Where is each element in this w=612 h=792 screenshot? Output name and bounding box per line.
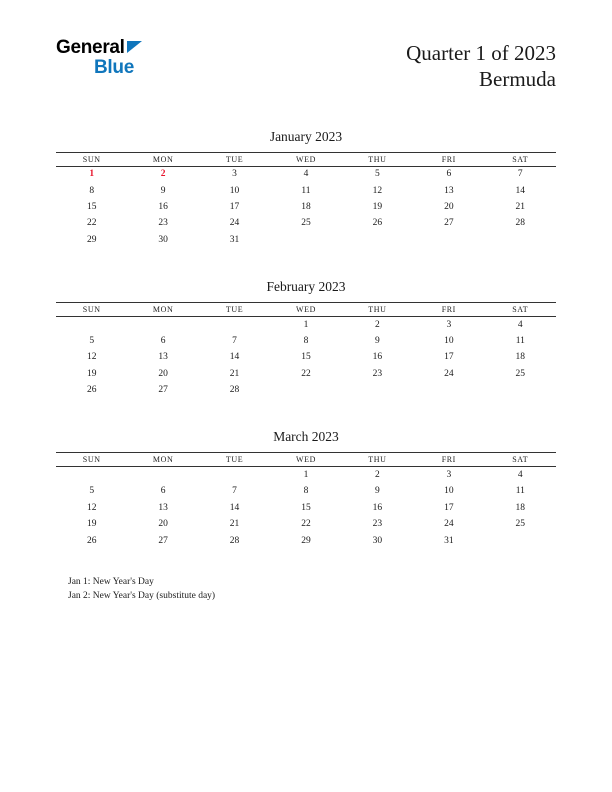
day-cell: 9 [375,486,380,497]
weekday-header: FRI [441,304,456,314]
day-cell: 15 [86,201,97,212]
day-cell: 22 [301,519,311,530]
day-cell: 3 [232,169,237,180]
empty-day-cell [342,232,413,248]
empty-day-cell [485,382,556,398]
day-cell: 12 [372,185,383,196]
day-cell: 11 [515,486,525,497]
weekday-header: THU [368,304,387,314]
day-cell: 19 [86,519,97,530]
document-title [406,40,556,93]
day-cell: 5 [89,336,95,347]
week-row [56,232,556,248]
month-january [56,129,556,248]
empty-day-cell [270,232,341,248]
day-cell: 7 [232,486,237,497]
empty-day-cell [342,382,413,398]
weekday-header-row [56,152,556,166]
week-row [56,349,556,365]
day-cell: 15 [301,352,311,363]
day-cell: 13 [444,185,454,196]
title-quarter: Quarter 1 of 2023 [406,41,556,65]
day-cell: 18 [301,201,311,212]
day-cell: 14 [229,502,240,513]
page-header [56,38,556,93]
weekday-header: SAT [512,455,529,465]
week-row [56,166,556,182]
day-cell: 28 [229,535,240,546]
month-title: February 2023 [266,278,346,294]
day-cell: 10 [444,336,454,347]
weekday-header: MON [152,455,174,465]
day-cell: 2 [160,169,166,180]
day-cell: 12 [86,352,97,363]
month-table-march [56,452,556,548]
title-region: Bermuda [479,67,556,92]
day-cell: 29 [301,535,311,546]
day-cell: 20 [158,519,168,530]
logo-top-row [56,38,142,57]
day-cell: 17 [229,201,240,212]
empty-day-cell [413,232,484,248]
day-cell: 8 [303,336,309,347]
day-cell: 20 [444,201,454,212]
day-cell: 5 [89,486,95,497]
weekday-header-row [56,453,556,467]
empty-day-cell [56,467,127,483]
weekday-header: TUE [225,455,244,465]
months-section [56,129,556,549]
week-row [56,215,556,231]
empty-day-cell [485,232,556,248]
day-cell: 21 [229,519,240,530]
day-cell: 4 [303,169,309,180]
day-cell: 10 [444,486,454,497]
month-february [56,279,556,398]
empty-day-cell [127,467,198,483]
day-cell: 11 [301,185,311,196]
weekday-header: SAT [512,304,529,314]
day-cell: 17 [444,502,454,513]
day-cell: 3 [446,319,452,330]
day-cell: 24 [444,519,454,530]
empty-day-cell [270,382,341,398]
day-cell: 10 [229,185,240,196]
weekday-header: THU [368,455,387,465]
day-cell: 25 [515,519,526,530]
day-cell: 15 [301,502,311,513]
day-cell: 31 [444,535,454,546]
week-row [56,316,556,332]
day-cell: 26 [86,385,97,396]
day-cell: 14 [515,185,526,196]
day-cell: 21 [515,201,526,212]
day-cell: 20 [158,368,168,379]
day-cell: 4 [517,319,523,330]
day-cell: 17 [444,352,454,363]
month-march [56,429,556,548]
weekday-header: SUN [82,304,101,314]
weekday-header: WED [295,304,316,314]
day-cell: 9 [160,185,166,196]
weekday-header: SAT [512,154,529,164]
week-row [56,382,556,398]
weekday-header: WED [295,154,316,164]
empty-day-cell [485,532,556,548]
month-table-february [56,302,556,398]
week-row [56,483,556,499]
day-cell: 27 [158,535,168,546]
day-cell: 28 [229,385,240,396]
month-title: March 2023 [273,429,339,445]
day-cell: 8 [303,486,309,497]
day-cell: 19 [372,201,383,212]
day-cell: 1 [89,169,95,180]
day-cell: 23 [372,368,383,379]
day-cell: 18 [515,502,526,513]
week-row [56,500,556,516]
day-cell: 1 [303,319,309,330]
day-cell: 25 [301,218,311,229]
weekday-header: FRI [441,154,456,164]
weekday-header: WED [295,455,316,465]
day-cell: 13 [158,352,168,363]
day-cell: 19 [86,368,97,379]
day-cell: 8 [89,185,95,196]
day-cell: 25 [515,368,526,379]
day-cell: 5 [375,169,380,180]
weekday-header: FRI [441,455,456,465]
day-cell: 30 [372,535,383,546]
day-cell: 14 [229,352,240,363]
day-cell: 6 [446,169,452,180]
day-cell: 7 [517,169,523,180]
week-row [56,532,556,548]
weekday-header: SUN [82,154,101,164]
day-cell: 21 [229,368,240,379]
day-cell: 16 [158,201,168,212]
weekday-header: TUE [225,154,244,164]
day-cell: 16 [372,502,383,513]
empty-day-cell [413,382,484,398]
empty-day-cell [199,467,270,483]
day-cell: 23 [158,218,168,229]
day-cell: 11 [515,336,525,347]
week-row [56,333,556,349]
month-table-january [56,152,556,248]
day-cell: 1 [303,470,309,481]
weekday-header: MON [152,154,174,164]
day-cell: 27 [444,218,454,229]
day-cell: 31 [229,234,240,245]
holiday-note: Jan 1: New Year's Day [68,576,154,587]
day-cell: 23 [372,519,383,530]
day-cell: 12 [86,502,97,513]
day-cell: 22 [86,218,97,229]
week-row [56,366,556,382]
logo-flag-icon [127,41,142,53]
day-cell: 4 [517,470,523,481]
day-cell: 24 [444,368,454,379]
month-title: January 2023 [269,128,343,144]
holiday-note: Jan 2: New Year's Day (substitute day) [68,590,216,601]
day-cell: 26 [372,218,383,229]
day-cell: 26 [86,535,97,546]
empty-day-cell [127,316,198,332]
week-row [56,516,556,532]
day-cell: 28 [515,218,526,229]
empty-day-cell [199,316,270,332]
day-cell: 13 [158,502,168,513]
day-cell: 7 [232,336,237,347]
weekday-header-row [56,302,556,316]
day-cell: 3 [446,470,452,481]
day-cell: 22 [301,368,311,379]
day-cell: 6 [160,336,166,347]
weekday-header: TUE [225,304,244,314]
week-row [56,467,556,483]
weekday-header: THU [368,154,387,164]
day-cell: 27 [158,385,168,396]
weekday-header: SUN [82,455,101,465]
day-cell: 9 [375,336,380,347]
day-cell: 16 [372,352,383,363]
logo-text-general: General [56,37,125,58]
day-cell: 2 [375,470,380,481]
day-cell: 6 [160,486,166,497]
week-row [56,182,556,198]
logo-text-blue: Blue [94,57,134,78]
general-blue-logo [56,38,142,77]
day-cell: 30 [158,234,168,245]
day-cell: 18 [515,352,526,363]
day-cell: 29 [86,234,97,245]
empty-day-cell [56,316,127,332]
day-cell: 2 [375,319,380,330]
day-cell: 24 [229,218,240,229]
holiday-notes [68,575,556,603]
weekday-header: MON [152,304,174,314]
week-row [56,199,556,215]
